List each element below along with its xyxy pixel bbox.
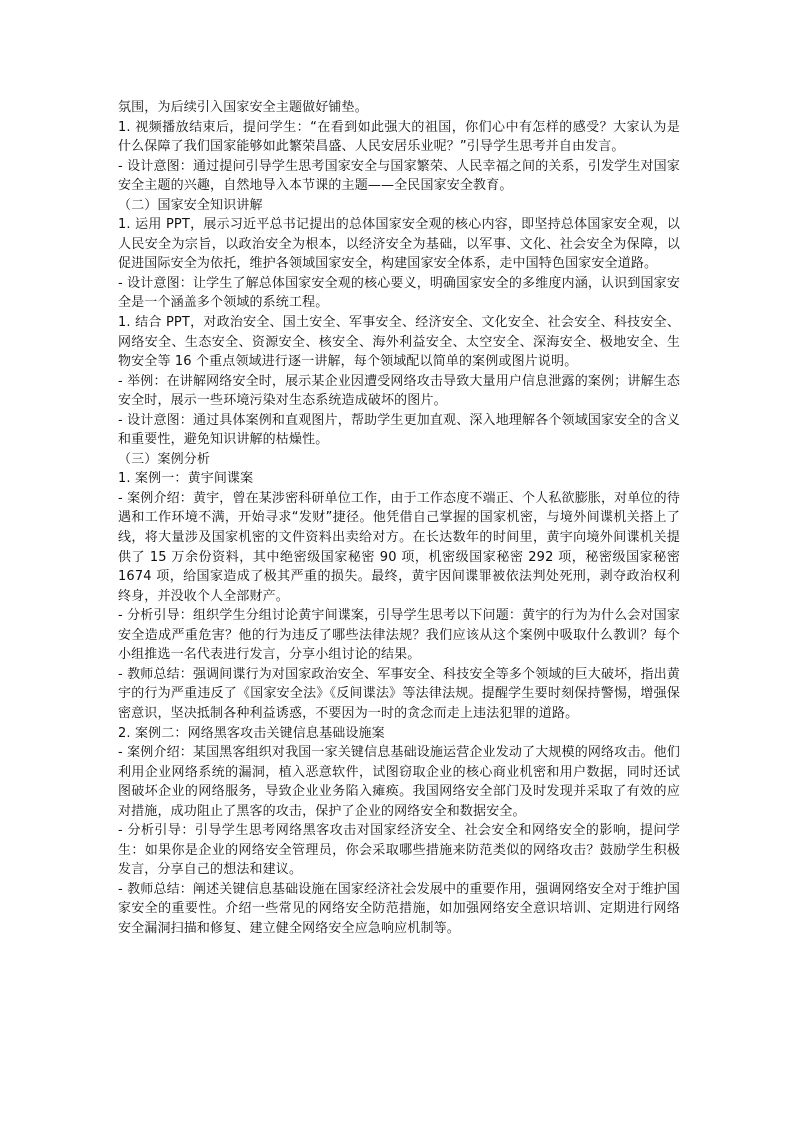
case-one-guidance: - 分析引导：组织学生分组讨论黄宇间谍案，引导学生思考以下问题：黄宇的行为为什么会对国家安全造成严重危害？他的行为违反了哪些法律法规？我们应该从这个案例中吸取什么教训？每个小组推选一名代表进行发言，分享小组讨论的结果。 xyxy=(118,608,680,663)
paragraph-design-intent-1: - 设计意图：通过提问引导学生思考国家安全与国家繁荣、人民幸福之间的关系，引发学生对国家安全主题的兴趣，自然地导入本节课的主题——全民国家安全教育。 xyxy=(118,158,680,194)
case-one-title: 1. 案例一：黄宇间谍案 xyxy=(118,471,254,487)
section-heading-knowledge: （二）国家安全知识讲解 xyxy=(118,197,263,213)
case-two-title: 2. 案例二：网络黑客攻击关键信息基础设施案 xyxy=(118,725,385,741)
paragraph-video-question: 1. 视频播放结束后，提问学生：“在看到如此强大的祖国，你们心中有怎样的感受？大家认为是什么保障了我们国家能够如此繁荣昌盛、人民安居乐业呢？”引导学生思考并自由发言。 xyxy=(118,119,680,155)
paragraph-design-intent-2: - 设计意图：让学生了解总体国家安全观的核心要义，明确国家安全的多维度内涵，认识到国家安全是一个涵盖多个领域的系统工程。 xyxy=(118,275,680,311)
case-two-intro: - 案例介绍：某国黑客组织对我国一家关键信息基础设施运营企业发动了大规模的网络攻击。他们利用企业网络系统的漏洞，植入恶意软件，试图窃取企业的核心商业机密和用户数据，同时还试图破坏企业的网络服务，导致企业业务陷入瘫痪。我国网络安全部门及时发现并采取了有效的应对措施，成功阻止了黑客的攻击，保护了企业的网络安全和数据安全。 xyxy=(118,745,680,819)
paragraph-ppt-security-concept: 1. 运用 PPT，展示习近平总书记提出的总体国家安全观的核心内容，即坚持总体国家安全观，以人民安全为宗旨，以政治安全为根本，以经济安全为基础，以军事、文化、社会安全为保障，以促进国际安全为依托，维护各领域国家安全，构建国家安全体系，走中国特色国家安全道路。 xyxy=(118,217,680,272)
paragraph-design-intent-3: - 设计意图：通过具体案例和直观图片，帮助学生更加直观、深入地理解各个领域国家安全的含义和重要性，避免知识讲解的枯燥性。 xyxy=(118,412,680,448)
case-one-summary: - 教师总结：强调间谍行为对国家政治安全、军事安全、科技安全等多个领域的巨大破坏，指出黄宇的行为严重违反了《国家安全法》《反间谍法》等法律法规。提醒学生要时刻保持警惕，增强保密意识，坚决抵制各种利益诱惑，不要因为一时的贪念而走上违法犯罪的道路。 xyxy=(118,666,680,721)
section-heading-case-analysis: （三）案例分析 xyxy=(118,451,211,467)
case-one-intro: - 案例介绍：黄宇，曾在某涉密科研单位工作，由于工作态度不端正、个人私欲膨胀，对单位的待遇和工作环境不满，开始寻求“发财”捷径。他凭借自己掌握的国家机密，与境外间谍机关搭上了线，将大量涉及国家机密的文件资料出卖给对方。在长达数年的时间里，黄宇向境外间谍机关提供了 15 万余份资料，其中绝密级国家秘密 90 项，机密级国家秘密 292 项，秘密级国家秘密 1674 项，给国家造成了极其严重的损失。最终，黄宇因间谍罪被依法判处死刑，剥夺政治权利终身，并没收个人全部财产。 xyxy=(118,490,680,604)
paragraph-example: - 举例：在讲解网络安全时，展示某企业因遭受网络攻击导致大量用户信息泄露的案例；讲解生态安全时，展示一些环境污染对生态系统造成破坏的图片。 xyxy=(118,373,680,409)
case-two-summary: - 教师总结：阐述关键信息基础设施在国家经济社会发展中的重要作用，强调网络安全对于维护国家安全的重要性。介绍一些常见的网络安全防范措施，如加强网络安全意识培训、定期进行网络安全漏洞扫描和修复、建立健全网络安全应急响应机制等。 xyxy=(118,881,680,936)
document-body xyxy=(118,98,680,939)
paragraph-intro-tail: 氛围，为后续引入国家安全主题做好铺垫。 xyxy=(118,100,368,115)
case-two-guidance: - 分析引导：引导学生思考网络黑客攻击对国家经济安全、社会安全和网络安全的影响，提问学生：如果你是企业的网络安全管理员，你会采取哪些措施来防范类似的网络攻击？鼓励学生积极发言，分享自己的想法和建议。 xyxy=(118,823,680,878)
paragraph-16-fields: 1. 结合 PPT，对政治安全、国土安全、军事安全、经济安全、文化安全、社会安全、科技安全、网络安全、生态安全、资源安全、核安全、海外利益安全、太空安全、深海安全、极地安全、生物安全等 16 个重点领域进行逐一讲解，每个领域配以简单的案例或图片说明。 xyxy=(118,315,680,370)
